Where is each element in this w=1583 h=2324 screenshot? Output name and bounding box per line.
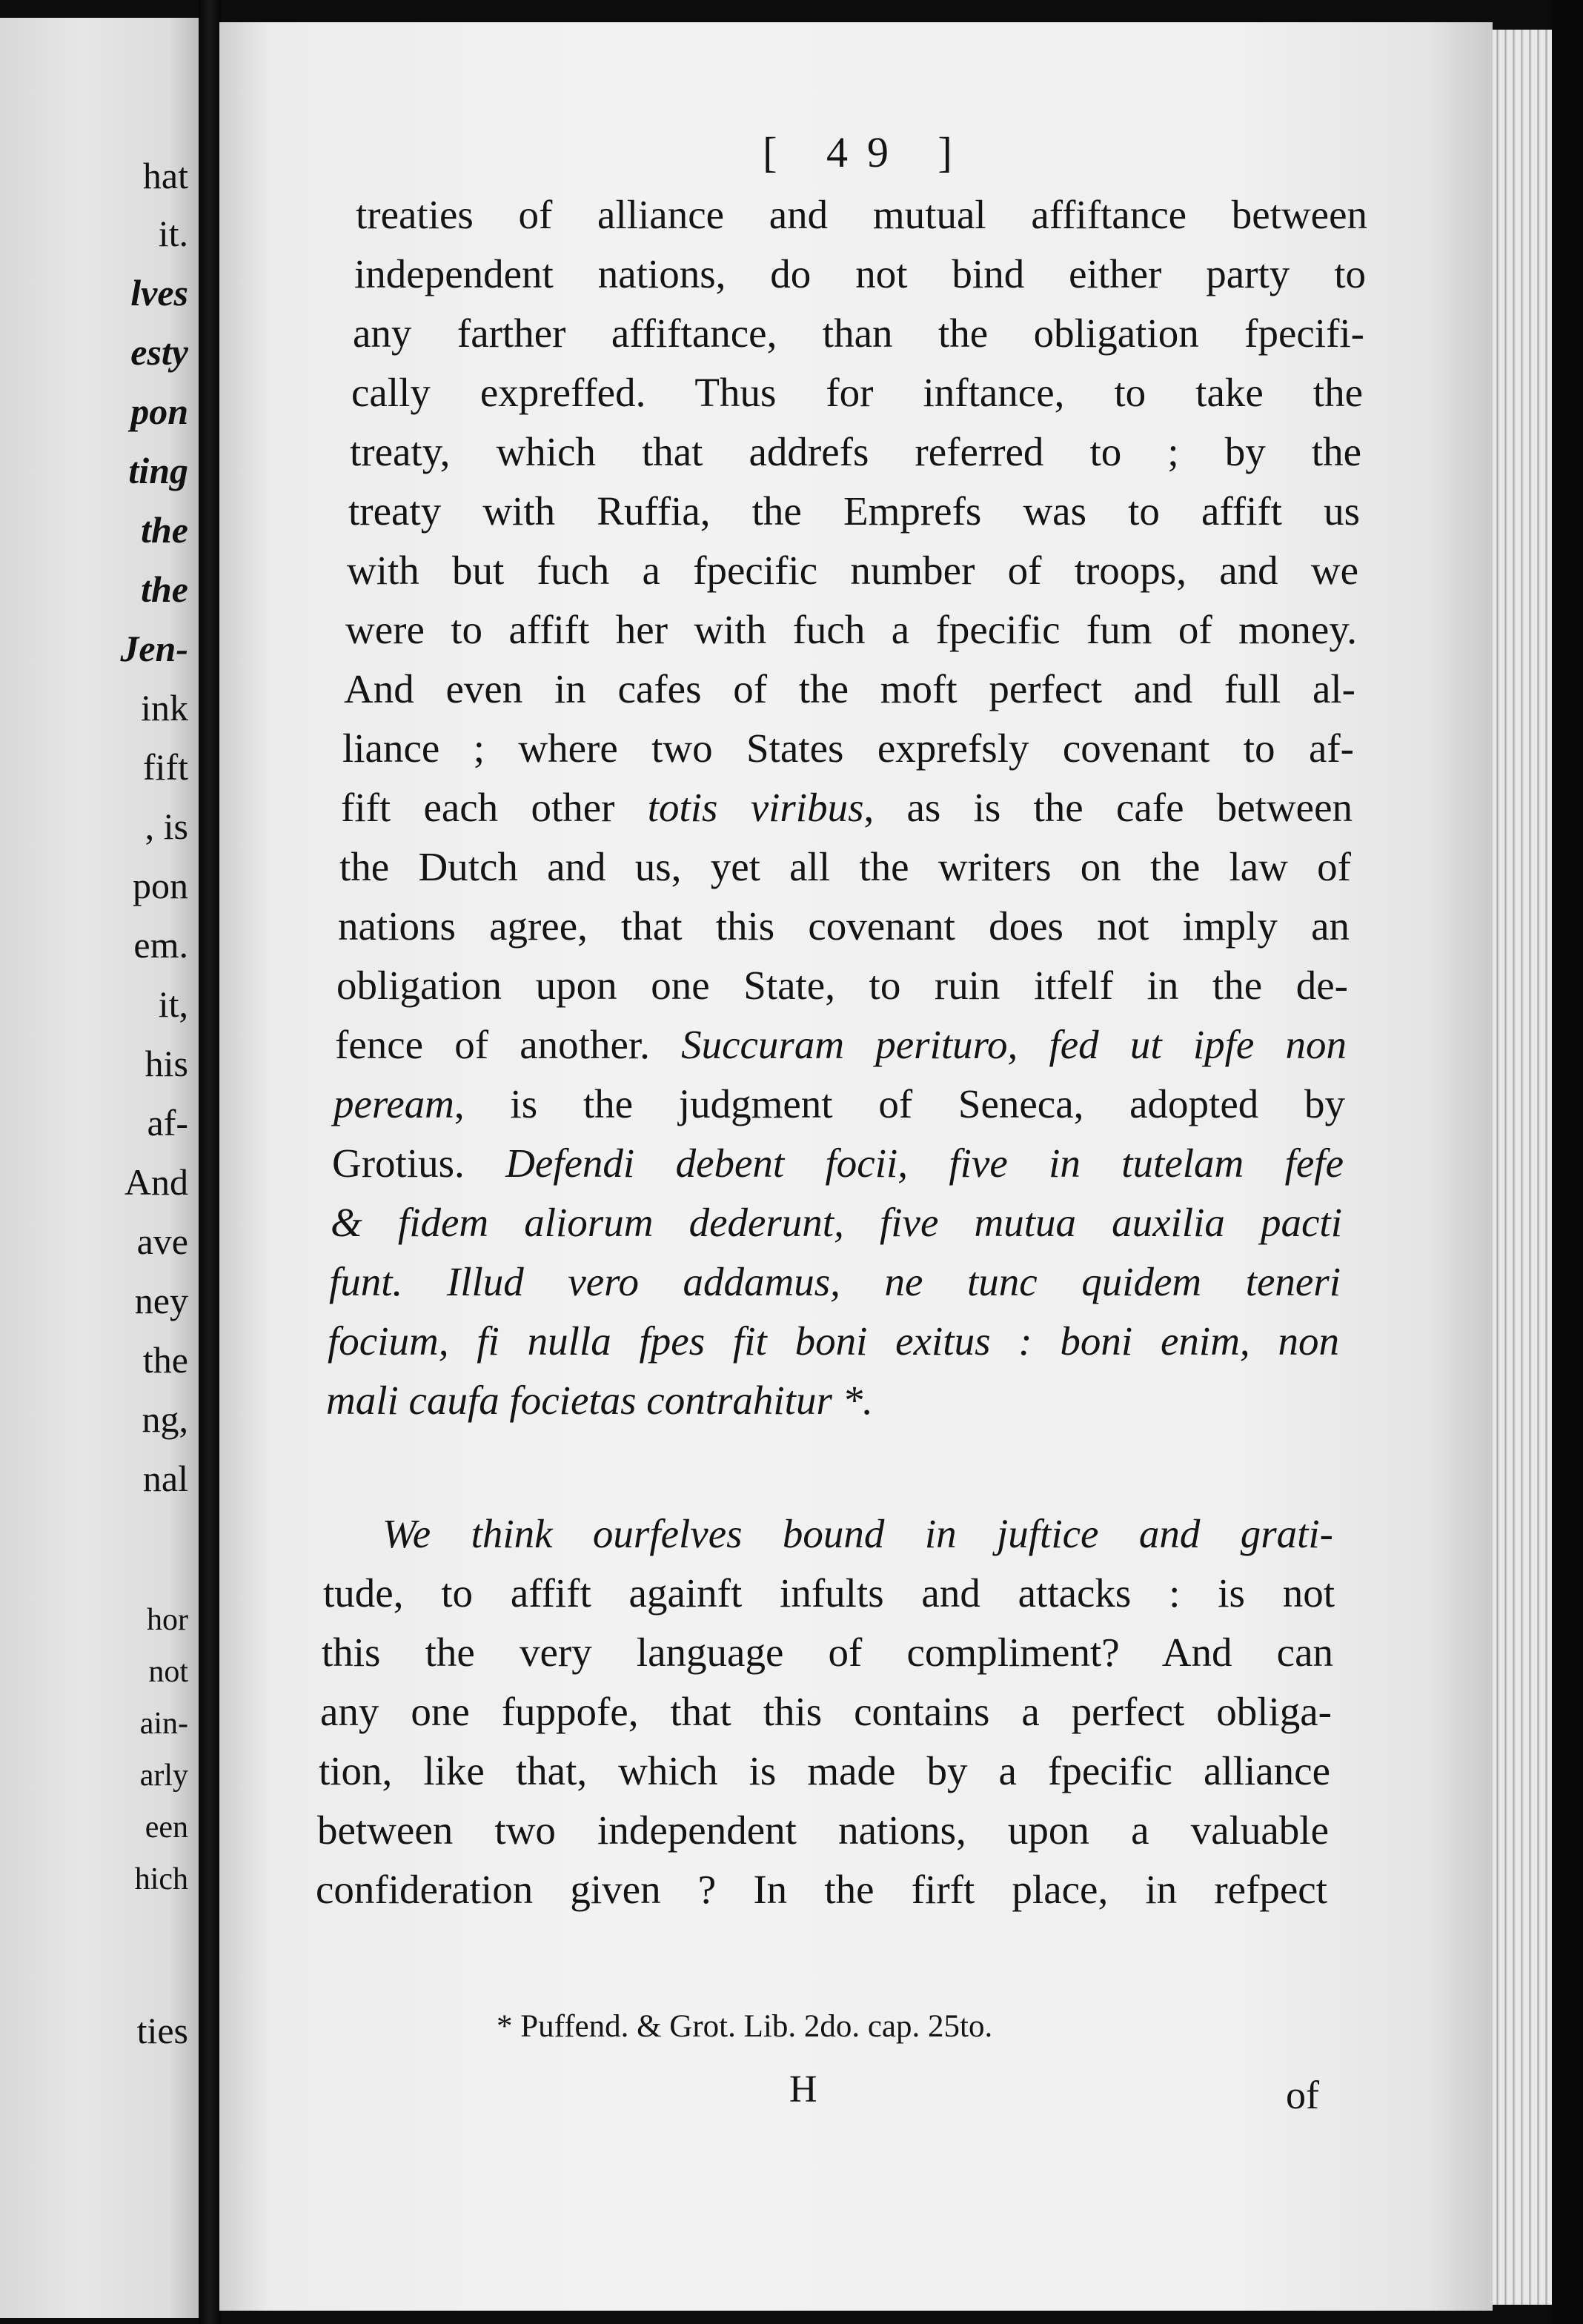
facing-page-fragment: em. [133,924,188,966]
text-line: tion, like that, which is made by a fpecific alliance [319,1748,1330,1793]
facing-page-fragment: not [148,1655,188,1689]
text-line: And even in cafes of the moft perfect and full al- [344,666,1355,711]
facing-page-fragment: his [145,1043,188,1084]
text-line: & fidem aliorum dederunt, five mutua auxilia pacti [331,1200,1342,1245]
italic-phrase: Succuram perituro, fed ut ipfe non [681,1022,1347,1067]
text-line: the Dutch and us, yet all the writers on the law of [339,844,1351,889]
facing-page-fragment: ain- [139,1707,188,1741]
text-line: independent nations, do not bind either party to [354,251,1366,296]
catchword: of [1286,2073,1319,2117]
facing-page-fragment: esty [130,331,188,373]
text-line: fence of another. Succuram perituro, fed ut ipfe non [335,1022,1347,1067]
text-line: treaty, which that addrefs referred to ; by the [350,429,1361,474]
page-edges [1493,30,1552,2305]
text-line: focium, fi nulla fpes fit boni exitus : boni enim, non [328,1318,1339,1364]
text-line: between two independent nations, upon a valuable [317,1807,1329,1853]
text-line: were to affift her with fuch a fpecific fum of money. [345,607,1357,652]
text-line: mali caufa focietas contrahitur *. [326,1378,873,1423]
facing-page-fragment: hat [142,155,188,196]
facing-page-fragment: fift [142,746,188,788]
facing-page-fragment: ink [141,687,188,728]
facing-page-fragment: pon [133,865,188,906]
text-line: funt. Illud vero addamus, ne tunc quidem teneri [329,1259,1341,1304]
facing-page-fragment: the [142,1339,188,1381]
italic-phrase: peream [333,1081,454,1126]
text-line: nations agree, that this covenant does not imply an [338,903,1350,949]
text-line: any farther affiftance, than the obligation fpecifi- [353,311,1364,356]
text-line: with but fuch a fpecific number of troops, and we [347,548,1358,593]
footnote: * Puffend. & Grot. Lib. 2do. cap. 25to. [497,2009,993,2044]
text-line: treaties of alliance and mutual affiftance between [356,192,1367,237]
text-line: treaty with Ruffia, the Emprefs was to affift us [348,488,1360,534]
text-line: confideration given ? In the firft place, in refpect [316,1867,1327,1912]
facing-page-fragment: ting [128,450,188,491]
page-number: [ 49 ] [763,128,972,176]
facing-page-fragment: arly [139,1759,188,1793]
text-line: obligation upon one State, to ruin itfelf in the de- [336,963,1348,1008]
facing-page-fragment: Jen- [120,628,188,669]
text-line: liance ; where two States exprefsly covenant to af- [342,726,1354,771]
facing-page-fragment: , is [145,806,188,847]
text-line: fift each other totis viribus, as is the cafe between [341,785,1353,830]
facing-page-fragment: And [124,1161,188,1203]
facing-page-fragment: ties [136,2010,188,2051]
scan-border-right [1552,0,1583,2324]
text-line: any one fuppofe, that this contains a perfect obliga- [320,1689,1332,1734]
facing-page-fragment: the [141,568,188,610]
italic-phrase: totis viribus [647,785,864,830]
facing-page-fragment: hich [134,1862,188,1896]
facing-page-fragment: the [141,509,188,551]
facing-page-fragment: ney [134,1280,188,1321]
italic-phrase: Defendi debent focii, five in tutelam fefe [505,1141,1344,1186]
book-gutter [199,0,221,2324]
facing-page-fragment: lves [130,272,188,313]
text-line: tude, to affift againft infults and attacks : is not [323,1570,1335,1616]
text-line: cally expreffed. Thus for inftance, to take the [351,370,1363,415]
facing-page-fragment: pon [130,391,188,432]
signature-mark: H [789,2068,817,2111]
text-line: We think ourfelves bound in juftice and grati- [382,1511,1333,1556]
facing-page-fragment: nal [142,1458,188,1499]
text-line: Grotius. Defendi debent focii, five in tutelam fefe [332,1141,1344,1186]
facing-page-fragment: ng, [142,1398,188,1440]
facing-page-fragment: it. [158,213,188,254]
facing-page-left [0,18,199,2318]
facing-page-fragment: een [145,1810,188,1845]
text-line: peream, is the judgment of Seneca, adopted by [333,1081,1345,1126]
text-line: this the very language of compliment? And can [322,1630,1333,1675]
facing-page-fragment: it, [158,983,188,1025]
facing-page-fragment: af- [147,1102,188,1143]
facing-page-fragment: hor [147,1603,188,1637]
facing-page-fragment: ave [136,1221,188,1262]
